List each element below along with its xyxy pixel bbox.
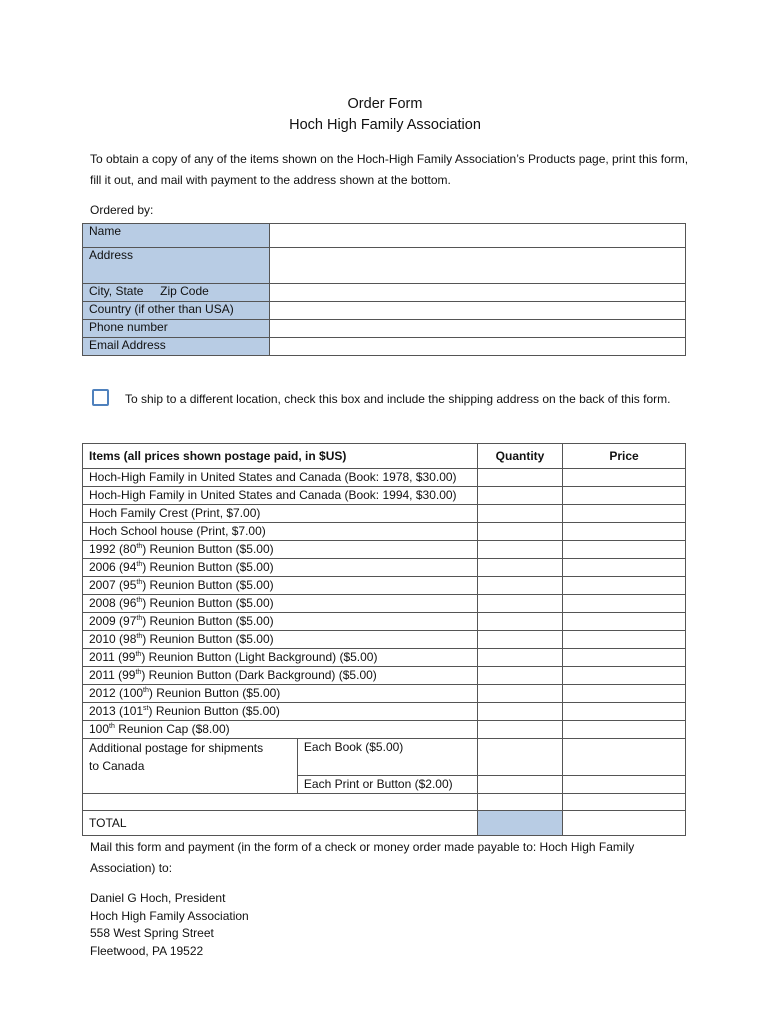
item-description	[83, 487, 478, 505]
name-field[interactable]	[270, 224, 686, 248]
postage-label-cell-cont	[83, 775, 298, 793]
item-price-cell[interactable]	[563, 487, 686, 505]
item-quantity-cell[interactable]	[478, 649, 563, 667]
item-row	[83, 487, 686, 505]
postage-book-quantity[interactable]	[478, 739, 563, 776]
item-quantity-cell[interactable]	[478, 577, 563, 595]
form-subtitle: Hoch High Family Association	[289, 117, 481, 133]
total-quantity[interactable]	[478, 810, 563, 835]
intro-text: To obtain a copy of any of the items shown on the Hoch-High Family Association’s Products page, print this form, fill it out, and mail with payment to the address shown at the bottom.	[90, 152, 689, 187]
item-price-cell[interactable]	[563, 721, 686, 739]
item-text: 2012 (100	[89, 686, 144, 700]
item-text-rest: ) Reunion Button ($5.00)	[142, 632, 274, 646]
item-text: 2007 (95	[89, 578, 137, 592]
item-price-cell[interactable]	[563, 685, 686, 703]
items-table	[82, 443, 686, 836]
address-line: Daniel G Hoch, President	[90, 891, 226, 905]
item-text: 2011 (99	[89, 650, 136, 664]
blank-row-item	[83, 793, 478, 810]
item-text-rest: ) Reunion Button ($5.00)	[148, 704, 280, 718]
item-row	[83, 667, 686, 685]
name-label: Name	[83, 224, 270, 248]
item-price-cell[interactable]	[563, 667, 686, 685]
item-description	[83, 541, 478, 559]
item-ordinal-suffix: th	[109, 723, 115, 730]
postage-print-label: Each Print or Button ($2.00)	[297, 775, 477, 793]
item-quantity-cell[interactable]	[478, 721, 563, 739]
ship-elsewhere-text: To ship to a different location, check this box and include the shipping address on the back of this form.	[125, 392, 671, 406]
item-text: 100	[89, 722, 110, 736]
price-column-header: Price	[563, 444, 686, 469]
item-description	[83, 613, 478, 631]
zip-label: Zip Code	[160, 284, 209, 298]
address-line: Hoch High Family Association	[90, 908, 249, 923]
city-state-zip-field[interactable]	[270, 284, 686, 302]
item-description	[83, 649, 478, 667]
items-column-header: Items (all prices shown postage paid, in $US)	[83, 444, 478, 469]
item-quantity-cell[interactable]	[478, 487, 563, 505]
item-ordinal-suffix: th	[136, 597, 143, 604]
item-price-cell[interactable]	[563, 649, 686, 667]
item-row	[83, 685, 686, 703]
item-row	[83, 631, 686, 649]
item-text: 1992 (80	[89, 542, 137, 556]
item-quantity-cell[interactable]	[478, 667, 563, 685]
item-description	[83, 577, 478, 595]
item-text-rest: ) Reunion Button ($5.00)	[142, 578, 274, 592]
item-description	[83, 721, 478, 739]
item-price-cell[interactable]	[563, 469, 686, 487]
item-text-rest: ) Reunion Button (Dark Background) ($5.00)	[141, 668, 377, 682]
mailing-address	[90, 890, 249, 960]
item-description	[83, 667, 478, 685]
item-description	[83, 469, 478, 487]
item-description	[83, 505, 478, 523]
blank-row-quantity[interactable]	[478, 793, 563, 810]
item-text: Hoch-High Family in United States and Canada (Book: 1978, $30.00)	[89, 470, 457, 484]
item-price-cell[interactable]	[563, 631, 686, 649]
postage-print-quantity[interactable]	[478, 775, 563, 793]
item-quantity-cell[interactable]	[478, 595, 563, 613]
item-row	[83, 469, 686, 487]
item-price-cell[interactable]	[563, 577, 686, 595]
item-text: Hoch Family Crest (Print, $7.00)	[89, 506, 261, 520]
item-text-rest: ) Reunion Button ($5.00)	[142, 560, 274, 574]
item-text-rest: ) Reunion Button ($5.00)	[142, 614, 274, 628]
item-quantity-cell[interactable]	[478, 703, 563, 721]
item-text: 2009 (97	[89, 614, 137, 628]
country-field[interactable]	[270, 302, 686, 320]
item-text-rest: Reunion Cap ($8.00)	[114, 722, 230, 736]
item-price-cell[interactable]	[563, 523, 686, 541]
item-ordinal-suffix: st	[143, 705, 149, 712]
item-price-cell[interactable]	[563, 541, 686, 559]
item-text: 2011 (99	[89, 668, 136, 682]
item-ordinal-suffix: th	[136, 615, 143, 622]
item-quantity-cell[interactable]	[478, 613, 563, 631]
item-row	[83, 523, 686, 541]
item-text-rest: ) Reunion Button ($5.00)	[148, 686, 281, 700]
postage-book-label: Each Book ($5.00)	[297, 739, 477, 776]
item-quantity-cell[interactable]	[478, 559, 563, 577]
item-description	[83, 559, 478, 577]
item-row	[83, 649, 686, 667]
city-state-zip-label	[83, 284, 270, 302]
item-description	[83, 631, 478, 649]
postage-book-price[interactable]	[563, 739, 686, 776]
country-label: Country (if other than USA)	[83, 302, 270, 320]
postage-label: Additional postage for shipments to Canada	[89, 741, 264, 773]
item-row	[83, 541, 686, 559]
item-text: 2013 (101	[89, 704, 144, 718]
item-ordinal-suffix: th	[136, 543, 143, 550]
item-text: 2010 (98	[89, 632, 137, 646]
item-description	[83, 685, 478, 703]
item-price-cell[interactable]	[563, 559, 686, 577]
item-quantity-cell[interactable]	[478, 541, 563, 559]
item-description	[83, 703, 478, 721]
item-price-cell[interactable]	[563, 613, 686, 631]
item-text: Hoch School house (Print, $7.00)	[89, 524, 266, 538]
item-ordinal-suffix: th	[136, 561, 143, 568]
city-state-label: City, State	[89, 284, 144, 298]
item-ordinal-suffix: th	[135, 669, 142, 676]
item-price-cell[interactable]	[563, 505, 686, 523]
item-quantity-cell[interactable]	[478, 685, 563, 703]
item-text-rest: ) Reunion Button ($5.00)	[142, 596, 274, 610]
postage-label-cell	[83, 739, 298, 776]
item-row	[83, 703, 686, 721]
email-label: Email Address	[83, 338, 270, 356]
phone-field[interactable]	[270, 320, 686, 338]
address-line: 558 West Spring Street	[90, 926, 214, 940]
phone-label: Phone number	[83, 320, 270, 338]
ordered-by-label: Ordered by:	[90, 203, 154, 217]
customer-info-table	[82, 223, 686, 356]
address-label: Address	[83, 248, 270, 284]
item-row	[83, 505, 686, 523]
item-price-cell[interactable]	[563, 595, 686, 613]
form-title: Order Form	[347, 96, 423, 112]
address-line: Fleetwood, PA 19522	[90, 943, 204, 958]
ship-elsewhere-checkbox[interactable]	[92, 389, 109, 406]
item-ordinal-suffix: th	[136, 633, 143, 640]
quantity-column-header: Quantity	[478, 444, 563, 469]
item-price-cell[interactable]	[563, 703, 686, 721]
item-ordinal-suffix: th	[143, 687, 149, 694]
item-text: Hoch-High Family in United States and Canada (Book: 1994, $30.00)	[89, 488, 457, 502]
item-quantity-cell[interactable]	[478, 505, 563, 523]
total-label: TOTAL	[83, 810, 478, 835]
item-row	[83, 577, 686, 595]
postage-print-price[interactable]	[563, 775, 686, 793]
item-row	[83, 595, 686, 613]
mail-instructions: Mail this form and payment (in the form of a check or money order made payable to: Hoch High Family Association) to:	[90, 840, 635, 875]
item-quantity-cell[interactable]	[478, 523, 563, 541]
email-field[interactable]	[270, 338, 686, 356]
item-row	[83, 559, 686, 577]
item-text: 2006 (94	[89, 560, 137, 574]
item-text-rest: ) Reunion Button (Light Background) ($5.00)	[141, 650, 378, 664]
item-quantity-cell[interactable]	[478, 631, 563, 649]
item-quantity-cell[interactable]	[478, 469, 563, 487]
item-row	[83, 613, 686, 631]
item-text-rest: ) Reunion Button ($5.00)	[142, 542, 274, 556]
item-text: 2008 (96	[89, 596, 137, 610]
blank-row-price[interactable]	[563, 793, 686, 810]
item-row	[83, 721, 686, 739]
item-description	[83, 595, 478, 613]
total-price[interactable]	[563, 810, 686, 835]
item-ordinal-suffix: th	[136, 579, 143, 586]
item-description	[83, 523, 478, 541]
address-field[interactable]	[270, 248, 686, 284]
item-ordinal-suffix: th	[135, 651, 142, 658]
